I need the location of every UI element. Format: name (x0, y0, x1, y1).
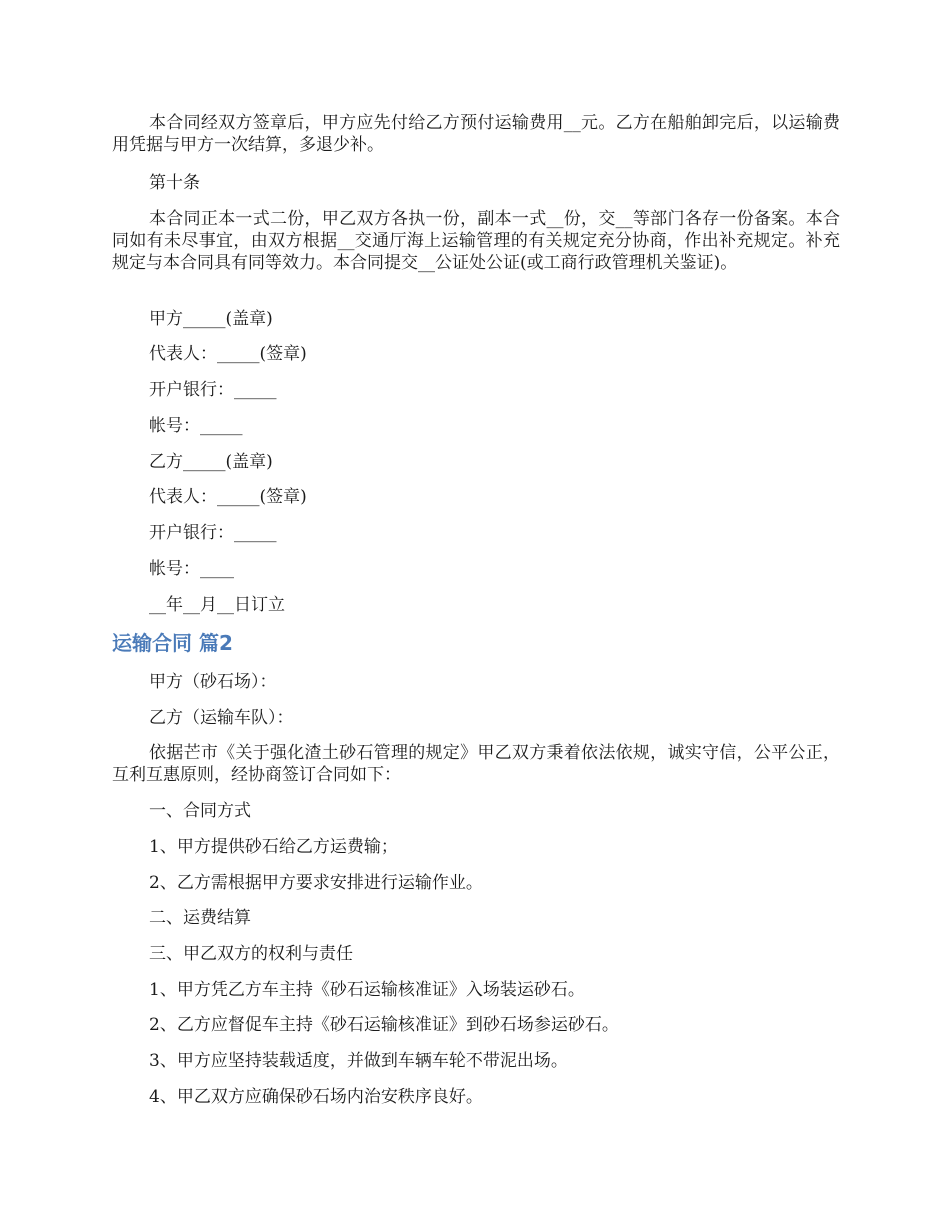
party-b-bank-line: 开户银行：_____ (149, 523, 277, 543)
party-a-bank-line: 开户银行：_____ (149, 380, 277, 400)
clause-three-heading: 三、甲乙双方的权利与责任 (149, 944, 353, 964)
clause-two-heading: 二、运费结算 (149, 908, 251, 928)
party-a-seal-line: 甲方_____(盖章) (149, 309, 273, 329)
clause-three-item-4: 4、甲乙双方应确保砂石场内治安秩序良好。 (149, 1087, 483, 1107)
party-a-representative-line: 代表人：_____(签章) (149, 344, 307, 364)
party-b-seal-line: 乙方_____(盖章) (149, 452, 273, 472)
paragraph-copies-and-notarization: 本合同正本一式二份，甲乙双方各执一份，副本一式__份，交__等部门各存一份备案。本合同如有未尽事宜，由双方根据__交通厅海上运输管理的有关规定充分协商，作出补充规定。补充规定与本合同具有同等效力。本合同提交__公证处公证(或工商行政管理机关鉴证)。 (112, 209, 840, 273)
party-b-transport-team: 乙方（运输车队）： (149, 708, 294, 728)
clause-three-item-2: 2、乙方应督促车主持《砂石运输核准证》到砂石场参运砂石。 (149, 1015, 619, 1035)
section-heading: 运输合同 篇2 (112, 631, 233, 655)
clause-three-item-1: 1、甲方凭乙方车主持《砂石运输核准证》入场装运砂石。 (149, 980, 585, 1000)
clause-three-item-3: 3、甲方应坚持装载适度，并做到车辆车轮不带泥出场。 (149, 1051, 568, 1071)
signing-date-line: __年__月__日订立 (149, 595, 285, 615)
party-b-account-line: 帐号：____ (149, 559, 234, 579)
paragraph-basis-of-contract: 依据芒市《关于强化渣土砂石管理的规定》甲乙双方秉着依法依规，诚实守信，公平公正，互利互惠原则，经协商签订合同如下： (112, 743, 840, 785)
clause-one-item-1: 1、甲方提供砂石给乙方运费输； (149, 837, 398, 857)
party-a-account-line: 帐号：_____ (149, 416, 243, 436)
party-a-gravel-yard: 甲方（砂石场）： (149, 672, 277, 692)
paragraph-prepayment-settlement: 本合同经双方签章后，甲方应先付给乙方预付运输费用__元。乙方在船舶卸完后，以运输费用凭据与甲方一次结算，多退少补。 (112, 113, 840, 155)
clause-one-item-2: 2、乙方需根据甲方要求安排进行运输作业。 (149, 873, 483, 893)
party-b-representative-line: 代表人：_____(签章) (149, 487, 307, 507)
paragraph-article-ten: 第十条 (149, 173, 200, 193)
clause-one-heading: 一、合同方式 (149, 801, 251, 821)
